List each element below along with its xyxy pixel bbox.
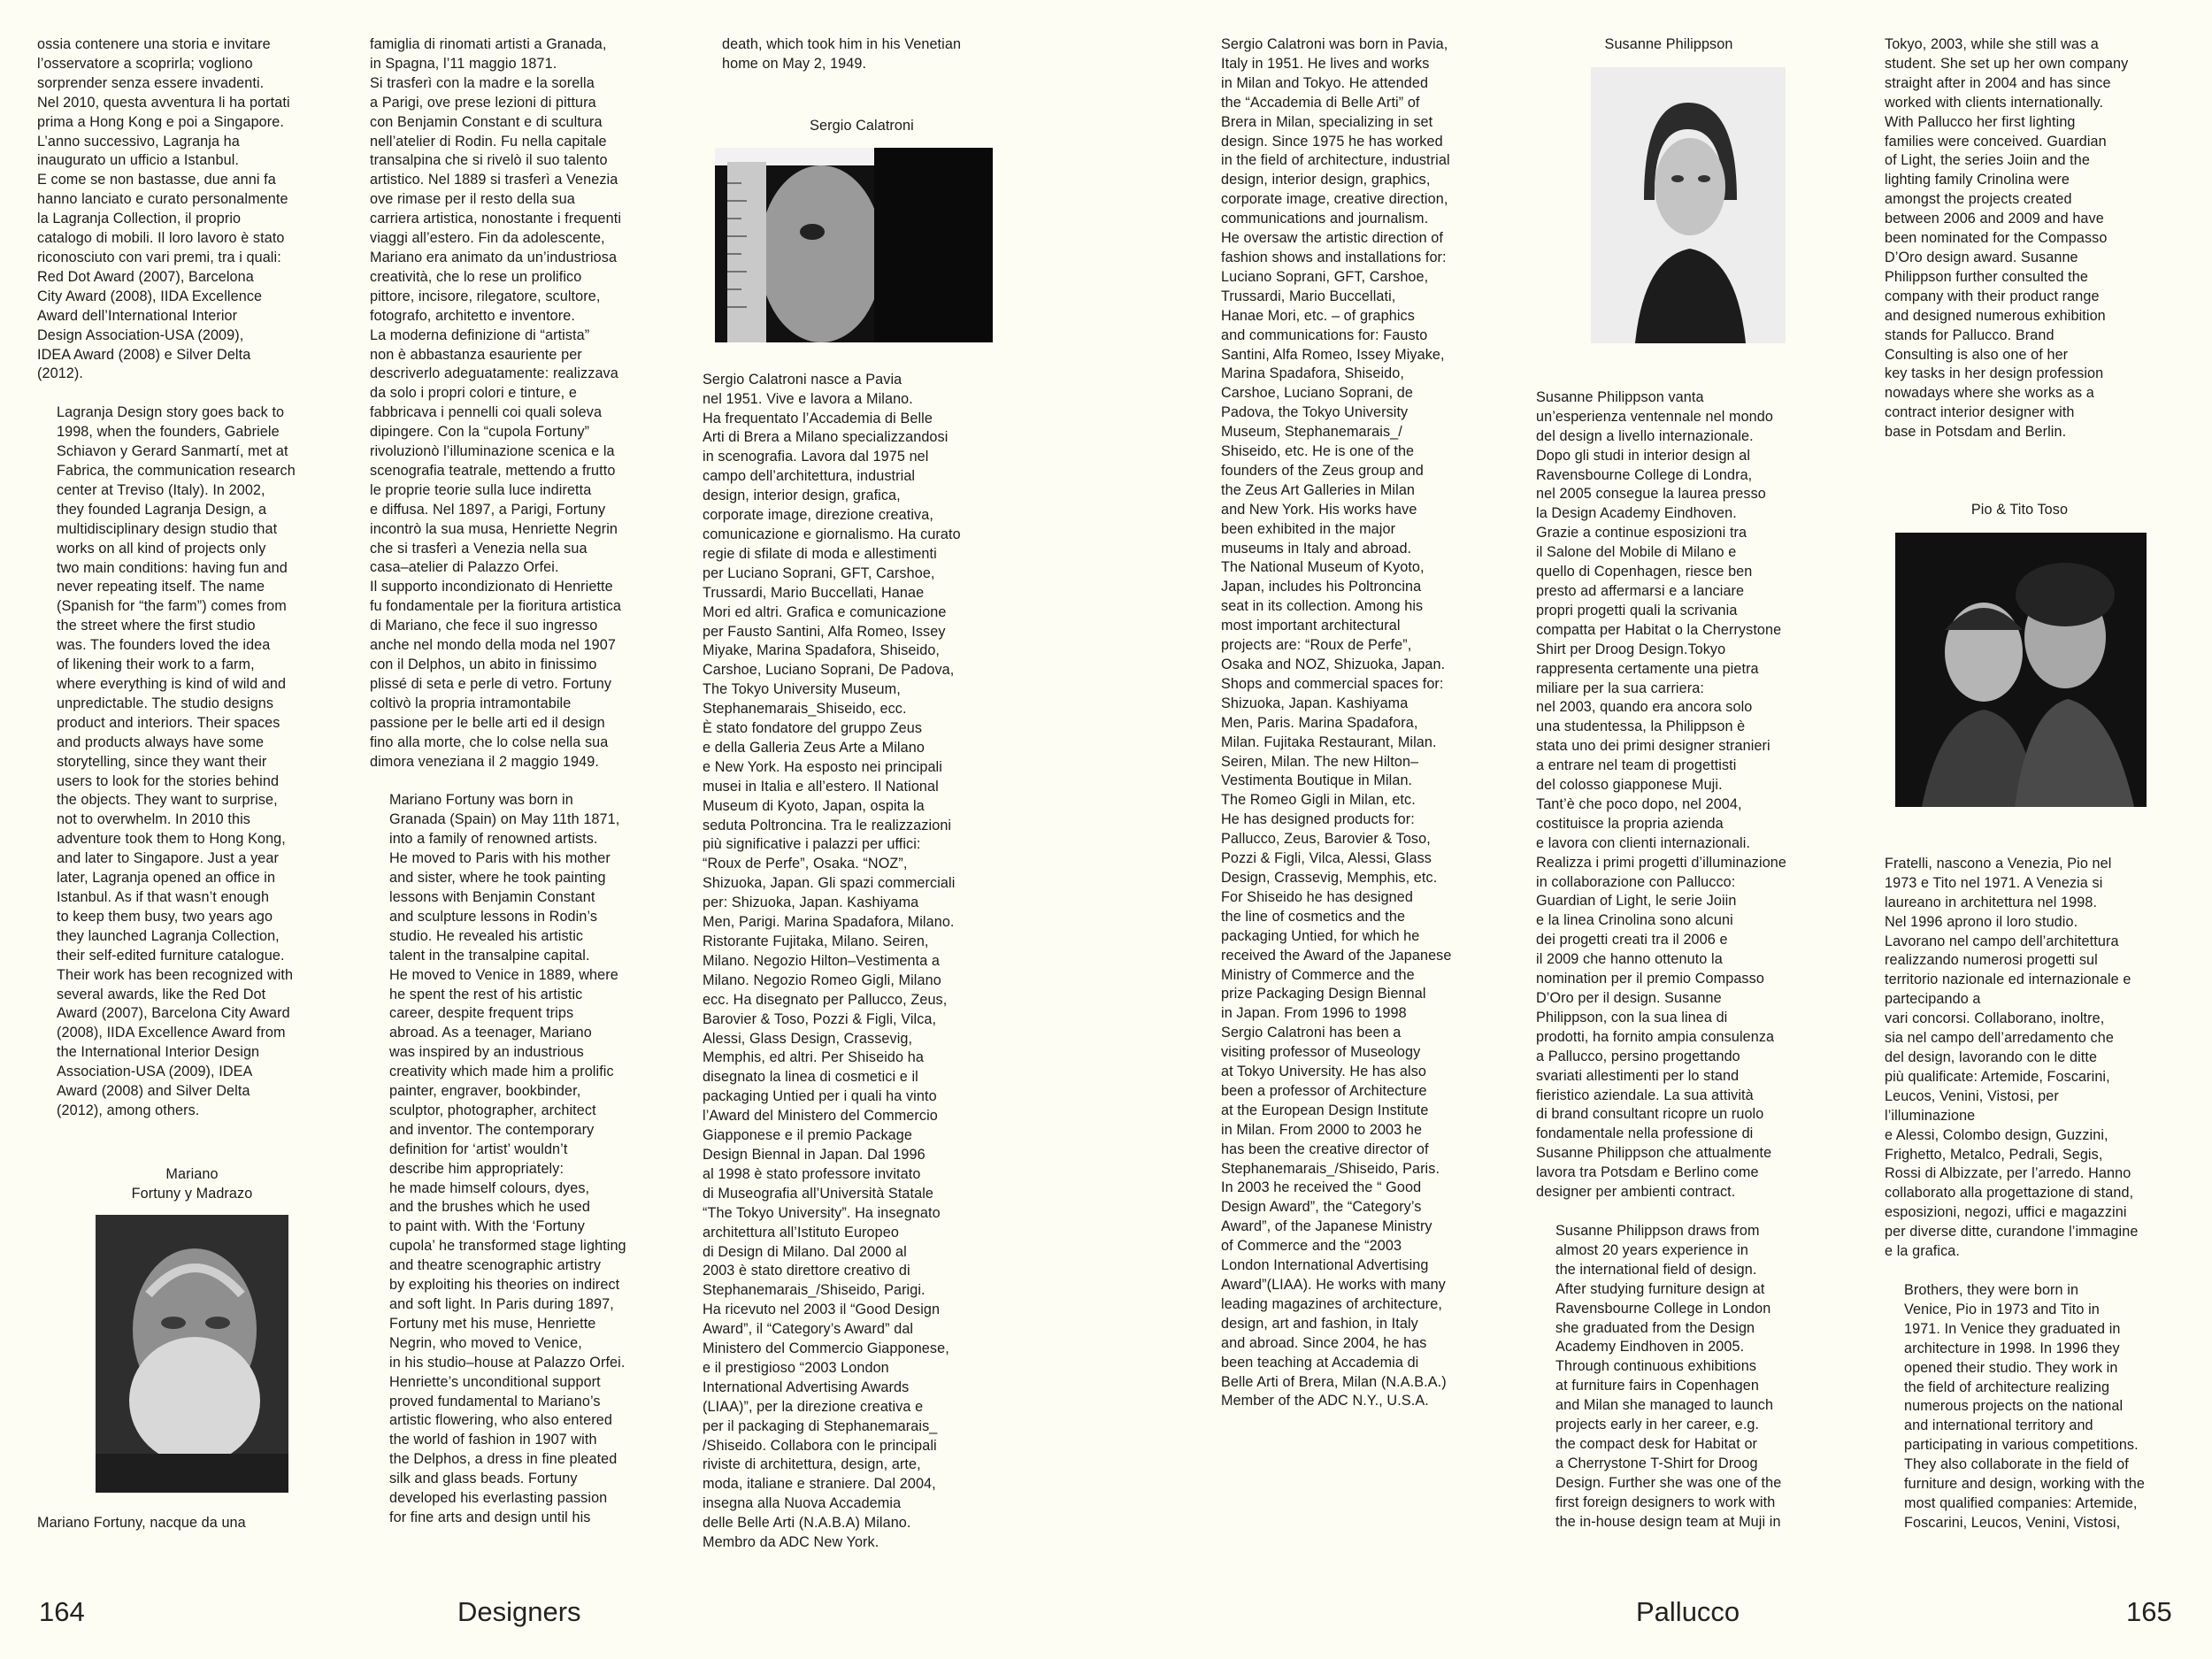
left-page-number: 164	[39, 1596, 85, 1627]
column-6	[1885, 35, 2190, 1540]
calatroni-italian-text: Sergio Calatroni nasce a Pavia nel 1951. Vive e lavora a Milano. Ha frequentato l’Accademia di Belle Arti di Brera a Milano specializzandosi in scenografia. Lavora dal 1975 nel campo dell’architettura, industrial design, interior design, grafica, corporate image, direzione creativa, comunicazione e giornalismo. Ha curato regie di sfilate di moda e allestimenti per Luciano Soprani, GFT, Carshoe, Trussardi, Mario Buccellati, Hanae Mori ed altri. Grafica e comunicazione per Fausto Santini, Alfa Romeo, Issey Miyake, Marina Spadafora, Shiseido, Carshoe, Luciano Soprani, De Padova, The Tokyo University Museum, Stephanemarais_Shiseido, ecc. È stato fondatore del gruppo Zeus e della Galleria Zeus Arte a Milano e New York. Ha esposto nei principali musei in Italia e all’estero. Il National Museum di Kyoto, Japan, ospita la seduta Poltroncina. Tra le realizzazioni più significative i palazzi per uffici: “Roux de Perfe”, Osaka. “NOZ”, Shizuoka, Japan. Gli spazi commerciali per: Shizuoka, Japan. Kashiyama Men, Parigi. Marina Spadafora, Milano. Ristorante Fujitaka, Milano. Seiren, Milano. Negozio Hilton–Vestimenta a Milano. Negozio Romeo Gigli, Milano ecc. Ha disegnato per Pallucco, Zeus, Barovier & Toso, Pozzi & Figli, Vilca, Alessi, Glass Design, Crassevig, Memphis, ed altri. Per Shiseido ha disegnato la linea di cosmetici e il packaging Untied per i quali ha vinto l’Award del Ministero del Commercio Giapponese e il premio Package Design Biennal in Japan. Dal 1996 al 1998 è stato professore invitato di Museografia all’Università Statale “The Tokyo University”. Ha insegnato architettura all’Istituto Europeo di Design di Milano. Dal 2000 al 2003 è stato direttore creativo di Stephanemarais_/Shiseido, Parigi. Ha ricevuto nel 2003 il “Good Design Award”, il “Category’s Award” dal Ministero del Commercio Giapponese, e il prestigioso “2003 London International Advertising Awards (LIAA)”, per la direzione creativa e per il packaging di Stephanemarais_ /Shiseido. Collabora con le principali riviste di architettura, design, arte, moda, italiane e straniere. Dal 2004, insegna alla Nuova Accademia delle Belle Arti (N.A.B.A) Milano. Membro da ADC New York.	[703, 371, 961, 1551]
fortuny-portrait-drawing	[96, 1215, 288, 1493]
column-2	[370, 35, 684, 1540]
right-section-title: Pallucco	[1636, 1596, 1740, 1627]
left-section-title: Designers	[457, 1596, 581, 1627]
toso-portrait-photo	[1895, 533, 2147, 807]
philippson-portrait-photo	[1591, 67, 1786, 343]
column-3	[703, 35, 1021, 1551]
philippson-english-text: Susanne Philippson draws from almost 20 years experience in the international field of design. After studying furniture design at Ravensbourne College in London she graduated from the Design Academy Eindhoven in 2005. Through continuous exhibitions at furniture fairs in Copenhagen and Milan she managed to launch projects early in her career, e.g. the compact desk for Habitat or a Cherrystone T-Shirt for Droog Design. Further she was one of the first foreign designers to work with the in-house design team at Muji in	[1555, 1222, 1782, 1530]
philippson-english-text-end: Tokyo, 2003, while she still was a student. She set up her own company straight after in 2004 and has since worked with clients internationally. With Pallucco her first lighting families were conceived. Guardian of Light, the series Joiin and the lighting family Crinolina were amongst the projects created between 2006 and 2009 and have been nominated for the Compasso D’Oro design award. Susanne Philippson further consulted the company with their product range and designed numerous exhibition stands for Pallucco. Brand Consulting is also one of her key tasks in her design profession nowadays where she works as a contract interior designer with base in Potsdam and Berlin.	[1885, 36, 2129, 441]
fortuny-italian-text-start: Mariano Fortuny, nacque da una	[37, 1514, 246, 1531]
fortuny-photo-caption: Mariano Fortuny y Madrazo	[131, 1165, 253, 1202]
right-page-number: 165	[2126, 1596, 2172, 1627]
lagranja-italian-text: ossia contenere una storia e invitare l’osservatore a scoprirla; vogliono sorprender senza essere invadenti. Nel 2010, questa avventura li ha portati prima a Hong Kong e poi a Singapore. L’anno successivo, Lagranja ha inaugurato un ufficio a Istanbul. E come se non bastasse, due anni fa hanno lanciato e curato personalmente la Lagranja Collection, il proprio catalogo di mobili. Il loro lavoro è stato riconosciuto con vari premi, tra i quali: Red Dot Award (2007), Barcelona City Award (2008), IIDA Excellence Award dell’International Interior Design Association-USA (2009), IDEA Award (2008) e Silver Delta (2012).	[37, 36, 290, 382]
philippson-italian-text: Susanne Philippson vanta un’esperienza ventennale nel mondo del design a livello internazionale. Dopo gli studi in interior design al Ravensbourne College di Londra, nel 2005 consegue la laurea presso la Design Academy Eindhoven. Grazie a continue esposizioni tra il Salone del Mobile di Milano e quello di Copenhagen, riesce ben presto ad affermarsi e a lanciare propri progetti quali la scrivania compatta per Habitat o la Cherrystone Shirt per Droog Design.Tokyo rappresenta certamente una pietra miliare per la sua carriera: nel 2003, quando era ancora solo una studentessa, la Philippson è stata uno dei primi designer stranieri a entrare nel team di progettisti del colosso giapponese Muji. Tant’è che poco dopo, nel 2004, costituisce la propria azienda e lavora con clienti internazionali. Realizza i primi progetti d’illuminazione in collaborazione con Pallucco: Guardian of Light, le serie Joiin e la linea Crinolina sono alcuni dei progetti creati tra il 2006 e il 2009 che hanno ottenuto la nomination per il premio Compasso D’Oro per il design. Susanne Philippson, con la sua linea di prodotti, ha fornito ampia consulenza a Pallucco, persino progettando svariati allestimenti per lo stand fieristico aziendale. La sua attività di brand consultant ricopre un ruolo fondamentale nella professione di Susanne Philippson che attualmente lavora tra Potsdam e Berlino come designer per ambienti contract.	[1536, 388, 1787, 1201]
philippson-portrait-drawing	[1591, 67, 1786, 343]
fortuny-portrait-photo	[96, 1215, 288, 1493]
fortuny-italian-text: famiglia di rinomati artisti a Granada, in Spagna, l’11 maggio 1871. Si trasferì con la madre e la sorella a Parigi, ove prese lezioni di pittura con Benjamin Constant e di scultura nell’atelier di Rodin. Fu nella capitale transalpina che si rivelò il suo talento artistico. Nel 1889 si trasferì a Venezia ove rimase per il resto della sua carriera artistica, nonostante i frequenti viaggi all’estero. Fin da adolescente, Mariano era animato da un’industriosa creatività, che lo rese un prolifico pittore, incisore, rilegatore, scultore, fotografo, architetto e inventore. La moderna definizione di “artista” non è abbastanza esauriente per descriverlo adeguatamente: realizzava da solo i propri colori e tinture, e fabbricava i pennelli coi quali soleva dipingere. Con la “cupola Fortuny” rivoluzionò l’illuminazione scenica e la scenografia teatrale, mettendo a frutto le proprie teorie sulla luce indiretta e diffusa. Nel 1897, a Parigi, Fortuny incontrò la sua musa, Henriette Negrin che si trasferì a Venezia nella sua casa–atelier di Palazzo Orfei. Il supporto incondizionato di Henriette fu fondamentale per la fioritura artistica di Mariano, che fece il suo ingresso anche nel mondo della moda nel 1907 con il Delphos, un abito in finissimo plissé di seta e perle di vetro. Fortuny coltivò la propria intramontabile passione per le belle arti ed il design fino alla morte, che lo colse nella sua dimora veneziana il 2 maggio 1949.	[370, 36, 622, 770]
calatroni-portrait-photo	[715, 148, 993, 342]
toso-photo-caption: Pio & Tito Toso	[1970, 502, 2069, 518]
column-4	[1221, 35, 1513, 1540]
fortuny-english-text-end: death, which took him in his Venetian home on May 2, 1949.	[722, 36, 962, 72]
column-1	[37, 35, 347, 1540]
fortuny-english-text: Mariano Fortuny was born in Granada (Spain) on May 11th 1871, into a family of renowned artists. He moved to Paris with his mother and sister, where he took painting lessons with Benjamin Constant and sculpture lessons in Rodin’s studio. He revealed his artistic talent in the transalpine capital. He moved to Venice in 1889, where he spent the rest of his artistic career, despite frequent trips abroad. As a teenager, Mariano was inspired by an industrious creativity which made him a prolific painter, engraver, bookbinder, sculptor, photographer, architect and inventor. The contemporary definition for ‘artist’ wouldn’t describe him appropriately: he made himself colours, dyes, and the brushes which he used to paint with. With the ‘Fortuny cupola’ he transformed stage lighting and theatre scenographic artistry by exploiting his theories on indirect and soft light. In Paris during 1897, Fortuny met his muse, Henriette Negrin, who moved to Venice, in his studio–house at Palazzo Orfei. Henriette’s unconditional support proved fundamental to Mariano’s artistic flowering, who also entered the world of fashion in 1907 with the Delphos, a dress in fine pleated silk and glass beads. Fortuny developed his everlasting passion for fine arts and design until his	[389, 792, 626, 1525]
philippson-photo-caption: Susanne Philippson	[1604, 36, 1733, 52]
toso-english-text: Brothers, they were born in Venice, Pio in 1973 and Tito in 1971. In Venice they graduated in architecture in 1998. In 1996 they opened their studio. They work in the field of architecture realizing numerous projects on the national and international territory and participating in various competitions. They also collaborate in the field of furniture and design, working with the most qualified companies: Artemide, Foscarini, Leucos, Venini, Vistosi,	[1904, 1281, 2145, 1531]
column-5	[1536, 35, 1842, 1540]
toso-portrait-drawing	[1895, 533, 2147, 807]
calatroni-english-text: Sergio Calatroni was born in Pavia, Italy in 1951. He lives and works in Milan and Tokyo. He attended the “Accademia di Belle Arti” of Brera in Milan, specializing in set design. Since 1975 he has worked in the field of architecture, industrial design, interior design, graphics, corporate image, creative direction, communications and journalism. He oversaw the artistic direction of fashion shows and installations for: Luciano Soprani, GFT, Carshoe, Trussardi, Mario Buccellati, Hanae Mori, etc. – of graphics and communications for: Fausto Santini, Alfa Romeo, Issey Miyake, Marina Spadafora, Shiseido, Carshoe, Luciano Soprani, de Padova, the Tokyo University Museum, Stephanemarais_/ Shiseido, etc. He is one of the founders of the Zeus group and the Zeus Art Galleries in Milan and New York. His works have been exhibited in the major museums in Italy and abroad. The National Museum of Kyoto, Japan, includes his Poltroncina seat in its collection. Among his most important architectural projects are: “Roux de Perfe”, Osaka and NOZ, Shizuoka, Japan. Shops and commercial spaces for: Shizuoka, Japan. Kashiyama Men, Paris. Marina Spadafora, Milan. Fujitaka Restaurant, Milan. Seiren, Milan. The new Hilton– Vestimenta Boutique in Milan. The Romeo Gigli in Milan, etc. He has designed products for: Pallucco, Zeus, Barovier & Toso, Pozzi & Figli, Vilca, Alessi, Glass Design, Crassevig, Memphis, etc. For Shiseido he has designed the line of cosmetics and the packaging Untied, for which he received the Award of the Japanese Ministry of Commerce and the prize Packaging Design Biennal in Japan. From 1996 to 1998 Sergio Calatroni has been a visiting professor of Museology at Tokyo University. He has also been a professor of Architecture at the European Design Institute in Milan. From 2000 to 2003 he has been the creative director of Stephanemarais_/Shiseido, Paris. In 2003 he received the “ Good Design Award”, the “Category’s Award”, of the Japanese Ministry of Commerce and the “2003 London International Advertising Award”(LIAA). He works with many leading magazines of architecture, design, art and fashion, in Italy and abroad. Since 2004, he has been teaching at Accademia di Belle Arti of Brera, Milan (N.A.B.A.) Member of the ADC N.Y., U.S.A.	[1221, 36, 1452, 1409]
toso-italian-text: Fratelli, nascono a Venezia, Pio nel 1973 e Tito nel 1971. A Venezia si laureano in architettura nel 1998. Nel 1996 aprono il loro studio. Lavorano nel campo dell’architettura realizzando numerosi progetti sul territorio nazionale ed internazionale e partecipando a vari concorsi. Collaborano, inoltre, sia nel campo dell’arredamento che del design, lavorando con le ditte più qualificate: Artemide, Foscarini, Leucos, Venini, Vistosi, per l’illuminazione e Alessi, Colombo design, Guzzini, Frighetto, Metalco, Pedrali, Segis, Rossi di Albizzate, per l’arredo. Hanno collaborato alla progettazione di stand, esposizioni, negozi, uffici e magazzini per diverse ditte, curandone l’immagine e la grafica.	[1885, 855, 2139, 1260]
lagranja-english-text: Lagranja Design story goes back to 1998, when the founders, Gabriele Schiavon y Gerard Sanmartí, met at Fabrica, the communication research center at Treviso (Italy). In 2002, they founded Lagranja Design, a multidisciplinary design studio that works on all kind of projects only two main conditions: having fun and never repeating itself. The name (Spanish for “the farm”) comes from the street where the first studio was. The founders loved the idea of likening their work to a farm, where everything is kind of wild and unpredictable. The studio designs product and interiors. Their spaces and products always have some storytelling, since they want their users to look for the stories behind the objects. They want to surprise, not to overwhelm. In 2010 this adventure took them to Hong Kong, and later to Singapore. Just a year later, Lagranja opened an office in Istanbul. As if that wasn’t enough to keep them busy, two years ago they launched Lagranja Collection, their self-edited furniture catalogue. Their work has been recognized with several awards, like the Red Dot Award (2007), Barcelona City Award (2008), IIDA Excellence Award from the International Interior Design Association-USA (2009), IDEA Award (2008) and Silver Delta (2012), among others.	[57, 404, 296, 1118]
calatroni-portrait-drawing	[715, 148, 993, 342]
calatroni-photo-caption: Sergio Calatroni	[810, 117, 914, 134]
